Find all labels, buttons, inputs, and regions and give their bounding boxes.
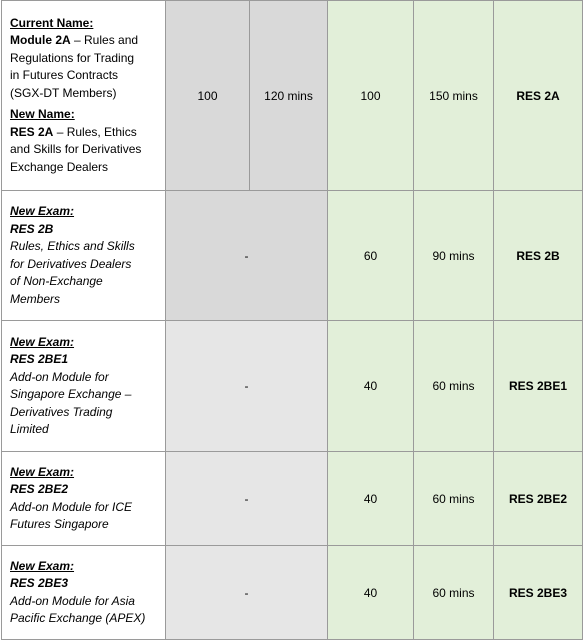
- new-questions-cell: 100: [328, 1, 414, 191]
- exam-code-label: RES 2BE3: [10, 576, 69, 590]
- new-duration-cell: 90 mins: [414, 191, 494, 321]
- exam-code-cell: RES 2A: [494, 1, 583, 191]
- old-questions-cell: -: [166, 321, 328, 452]
- exam-description: New Exam: RES 2B Rules, Ethics and Skills for Derivatives Dealers of Non-Exchange Members: [2, 191, 166, 321]
- old-questions-cell: -: [166, 546, 328, 640]
- new-questions-cell: 40: [328, 321, 414, 452]
- exam-code-label: RES 2BE1: [10, 352, 69, 366]
- table-row: [2, 321, 583, 452]
- new-duration-cell: 150 mins: [414, 1, 494, 191]
- exam-description: New Exam: RES 2BE1 Add-on Module for Singapore Exchange – Derivatives Trading Limited: [2, 321, 166, 452]
- old-duration-cell: 120 mins: [250, 1, 328, 191]
- exam-code-cell: RES 2BE2: [494, 452, 583, 546]
- label-new-exam: New Exam:: [10, 464, 75, 479]
- exam-code-label: RES 2A: [10, 124, 54, 139]
- old-questions-cell: -: [166, 452, 328, 546]
- exam-description: Current Name: Module 2A – Rules and Regulations for Trading in Futures Contracts (SGX-DT Members) New Name: RES 2A – Rules, Ethics and Skills for Derivatives Exchange Dealers: [2, 1, 166, 191]
- new-questions-cell: 40: [328, 452, 414, 546]
- exam-code-label: RES 2BE2: [10, 482, 69, 496]
- table-row: [2, 1, 583, 191]
- label-new-exam: New Exam:: [10, 204, 75, 218]
- label-new-exam: New Exam:: [10, 558, 75, 573]
- new-duration-cell: 60 mins: [414, 452, 494, 546]
- old-questions-cell: 100: [166, 1, 250, 191]
- exam-code-cell: RES 2BE1: [494, 321, 583, 452]
- table-row: [2, 452, 583, 546]
- label-new-exam: New Exam:: [10, 334, 75, 349]
- new-questions-cell: 60: [328, 191, 414, 321]
- new-duration-cell: 60 mins: [414, 321, 494, 452]
- exam-table: [1, 0, 583, 640]
- new-questions-cell: 40: [328, 546, 414, 640]
- exam-code-label: RES 2B: [10, 221, 54, 236]
- old-questions-cell: -: [166, 191, 328, 321]
- table-row: [2, 191, 583, 321]
- table-row: [2, 546, 583, 640]
- exam-description: New Exam: RES 2BE2 Add-on Module for ICE Futures Singapore: [2, 452, 166, 546]
- label-current-name: Current Name:: [10, 15, 94, 30]
- exam-code-cell: RES 2B: [494, 191, 583, 321]
- label-new-name: New Name:: [10, 107, 75, 122]
- exam-description: New Exam: RES 2BE3 Add-on Module for Asia Pacific Exchange (APEX): [2, 546, 166, 640]
- exam-code-cell: RES 2BE3: [494, 546, 583, 640]
- new-duration-cell: 60 mins: [414, 546, 494, 640]
- module-code: Module 2A: [10, 33, 71, 48]
